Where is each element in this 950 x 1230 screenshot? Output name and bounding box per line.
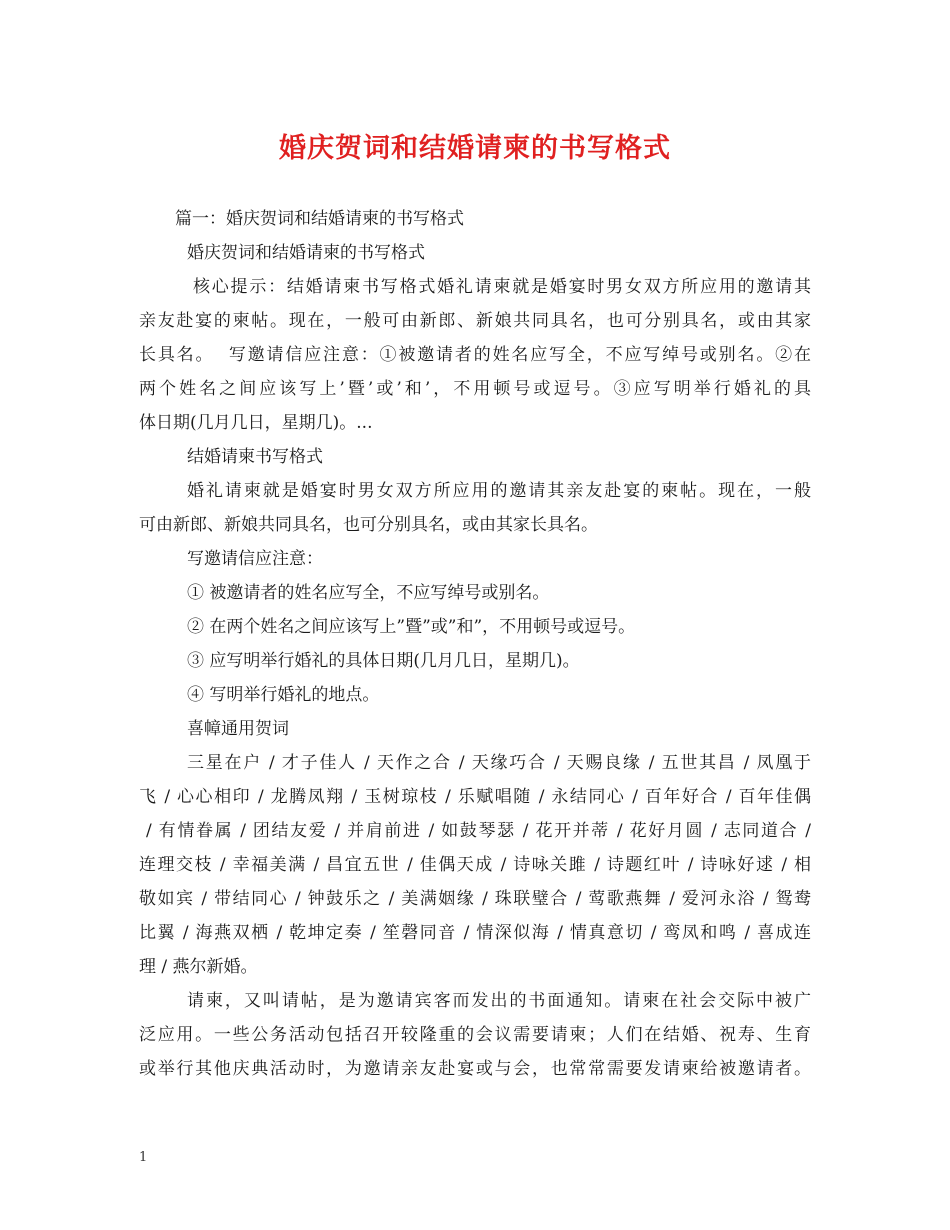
paragraph-line: 比翼 / 海燕双栖 / 乾坤定奏 / 笙磬同音 / 情深似海 / 情真意切 / 鸾凤和鸣 / 喜成连 [139,923,811,943]
paragraph-line: 可由新郎、新娘共同具名，也可分别具名，或由其家长具名。 [139,515,598,535]
paragraph-line: 两个姓名之间应该写上’暨’或’和’，不用顿号或逗号。③应写明举行婚礼的具 [139,379,811,399]
paragraph-line: 飞 / 心心相印 / 龙腾凤翔 / 玉树琼枝 / 乐赋唱随 / 永结同心 / 百年好合 / 百年佳偶 [139,787,811,807]
paragraph-line: 体日期(几月几日，星期几)。... [139,413,373,433]
paragraph-line: 长具名。 写邀请信应注意：①被邀请者的姓名应写全，不应写绰号或别名。②在 [139,345,811,365]
sub-heading: 结婚请柬书写格式 [187,447,323,467]
list-item: ② 在两个姓名之间应该写上”暨”或”和”，不用顿号或逗号。 [187,617,636,637]
list-item: ③ 应写明举行婚礼的具体日期(几月几日，星期几)。 [187,651,580,671]
paragraph-line: 请柬，又叫请帖，是为邀请宾客而发出的书面通知。请柬在社会交际中被广 [187,991,811,1011]
section-heading: 篇一：婚庆贺词和结婚请柬的书写格式 [175,209,464,229]
paragraph-line: 亲友赴宴的柬帖。现在，一般可由新郎、新娘共同具名，也可分别具名，或由其家 [139,311,811,331]
page-number: 1 [139,1150,148,1165]
paragraph-line: 婚礼请柬就是婚宴时男女双方所应用的邀请其亲友赴宴的柬帖。现在，一般 [187,481,811,501]
paragraph-line: 写邀请信应注意： [187,549,323,569]
paragraph-line: 核心提示：结婚请柬书写格式婚礼请柬就是婚宴时男女双方所应用的邀请其 [193,277,811,297]
paragraph-line: 理 / 燕尔新婚。 [139,957,258,977]
paragraph-line: 连理交枝 / 幸福美满 / 昌宜五世 / 佳偶天成 / 诗咏关雎 / 诗题红叶 / 诗咏好逑 / 相 [139,855,811,875]
paragraph-line: 或举行其他庆典活动时，为邀请亲友赴宴或与会，也常常需要发请柬给被邀请者。 [139,1059,811,1079]
paragraph-line: 三星在户 / 才子佳人 / 天作之合 / 天缘巧合 / 天赐良缘 / 五世其昌 / 凤凰于 [187,753,811,773]
sub-heading: 婚庆贺词和结婚请柬的书写格式 [187,243,425,263]
document-title: 婚庆贺词和结婚请柬的书写格式 [279,133,671,164]
list-item: ① 被邀请者的姓名应写全，不应写绰号或别名。 [187,583,550,603]
document-body [139,202,811,1086]
paragraph-line: 泛应用。一些公务活动包括召开较隆重的会议需要请柬；人们在结婚、祝寿、生育 [139,1025,811,1045]
list-item: ④ 写明举行婚礼的地点。 [187,685,380,705]
paragraph-line: / 有情眷属 / 团结友爱 / 并肩前进 / 如鼓琴瑟 / 花开并蒂 / 花好月圆 / 志同道合 / [139,821,811,841]
sub-heading: 喜幛通用贺词 [187,719,289,739]
paragraph-line: 敬如宾 / 带结同心 / 钟鼓乐之 / 美满姻缘 / 珠联璧合 / 莺歌燕舞 / 爱河永浴 / 鸳鸯 [139,889,811,909]
